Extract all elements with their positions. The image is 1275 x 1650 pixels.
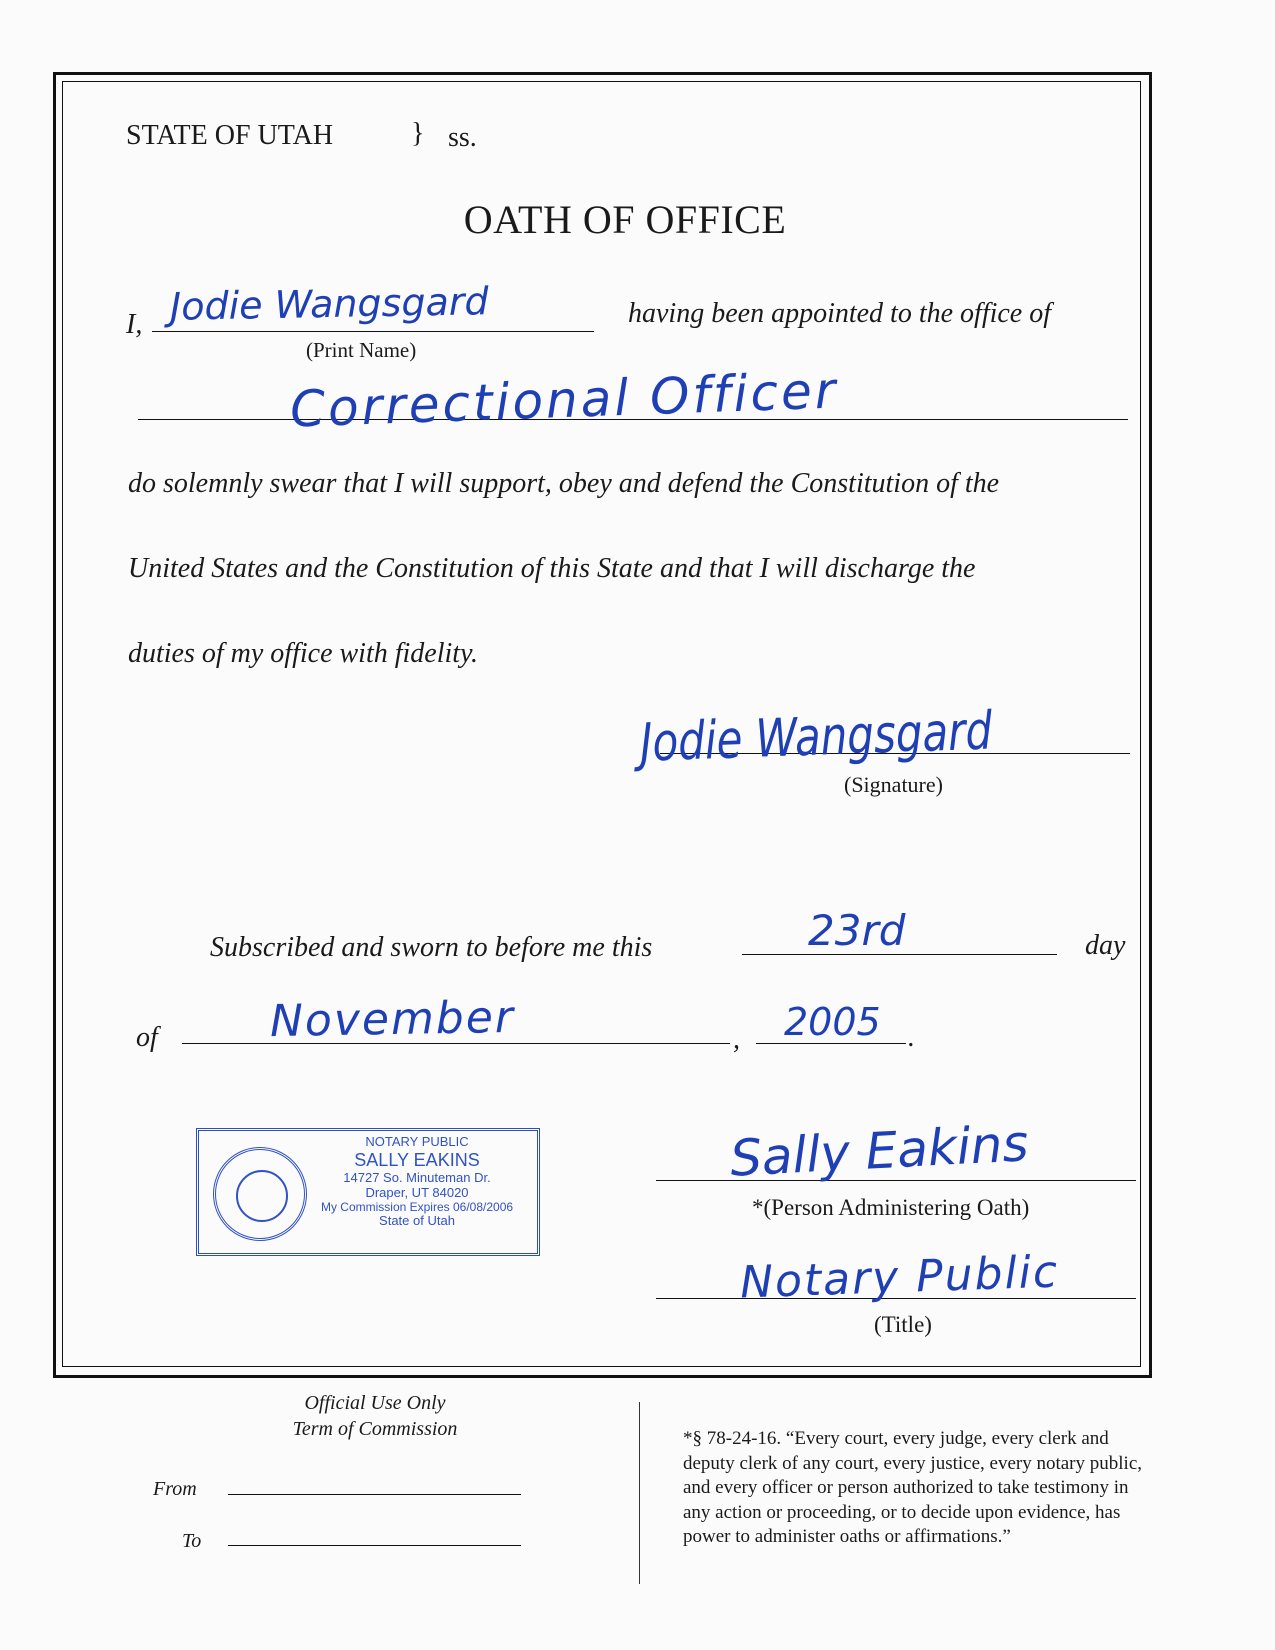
- print-name-line: [152, 331, 594, 332]
- brace: }: [411, 118, 425, 149]
- footnote-line-3: and every officer or person authorized to take testimony in: [683, 1477, 1129, 1498]
- footnote-line-1: *§ 78-24-16. “Every court, every judge, every clerk and: [683, 1428, 1109, 1449]
- oath-line-2: United States and the Constitution of this State and that I will discharge the: [128, 553, 976, 584]
- oath-line-3: duties of my office with fidelity.: [128, 638, 478, 669]
- from-field[interactable]: [228, 1494, 521, 1495]
- notary-stamp: [196, 1128, 540, 1256]
- stamp-text: [303, 1135, 531, 1229]
- comma: ,: [733, 1024, 740, 1055]
- signature-caption: (Signature): [844, 772, 943, 797]
- month-field[interactable]: November: [269, 991, 516, 1048]
- stamp-line-3: 14727 So. Minuteman Dr.: [343, 1169, 491, 1185]
- day-label: day: [1085, 930, 1126, 961]
- state-label: STATE OF UTAH: [126, 120, 334, 151]
- of-label: of: [136, 1022, 158, 1053]
- from-label: From: [153, 1478, 197, 1500]
- office-field[interactable]: Correctional Officer: [289, 361, 840, 439]
- stamp-line-2: SALLY EAKINS: [354, 1149, 480, 1170]
- oath-line-1: do solemnly swear that I will support, obey and defend the Constitution of the: [128, 468, 1000, 499]
- administrator-field[interactable]: Sally Eakins: [728, 1114, 1030, 1188]
- sworn-text: Subscribed and sworn to before me this: [210, 932, 653, 963]
- footnote-line-2: deputy clerk of any court, every justice, every notary public,: [683, 1452, 1142, 1474]
- title-caption: (Title): [874, 1312, 932, 1337]
- day-field[interactable]: 23rd: [808, 906, 906, 955]
- title-field[interactable]: Notary Public: [739, 1246, 1060, 1309]
- stamp-line-6: State of Utah: [379, 1213, 455, 1229]
- print-name-field[interactable]: Jodie Wangsgard: [169, 279, 489, 329]
- appointed-text: having been appointed to the office of: [628, 298, 1052, 329]
- footnote: [683, 1427, 1142, 1550]
- signature-field[interactable]: Jodie Wangsgard: [639, 699, 994, 774]
- administrator-line: [656, 1180, 1136, 1181]
- beehive-icon: [236, 1170, 288, 1222]
- administrator-caption: *(Person Administering Oath): [752, 1195, 1030, 1220]
- stamp-line-4: Draper, UT 84020: [365, 1184, 469, 1200]
- footnote-line-5: power to administer oaths or affirmations.”: [683, 1526, 1011, 1547]
- name-prefix: I,: [126, 309, 143, 340]
- footer-divider: [639, 1402, 640, 1584]
- official-use-heading: Official Use Only: [304, 1392, 446, 1414]
- stamp-line-5: My Commission Expires 06/08/2006: [320, 1199, 514, 1214]
- stamp-line-1: NOTARY PUBLIC: [365, 1134, 469, 1149]
- to-field[interactable]: [228, 1545, 521, 1546]
- period: .: [908, 1022, 915, 1053]
- footnote-line-4: any action or proceeding, or to decide upon evidence, has: [683, 1501, 1121, 1523]
- ss-label: ss.: [448, 122, 477, 153]
- print-name-caption: (Print Name): [306, 338, 417, 362]
- state-seal-icon: [213, 1147, 307, 1241]
- to-label: To: [182, 1530, 202, 1552]
- page-title: OATH OF OFFICE: [463, 197, 787, 242]
- term-heading: Term of Commission: [292, 1418, 458, 1440]
- year-field[interactable]: 2005: [784, 1000, 881, 1044]
